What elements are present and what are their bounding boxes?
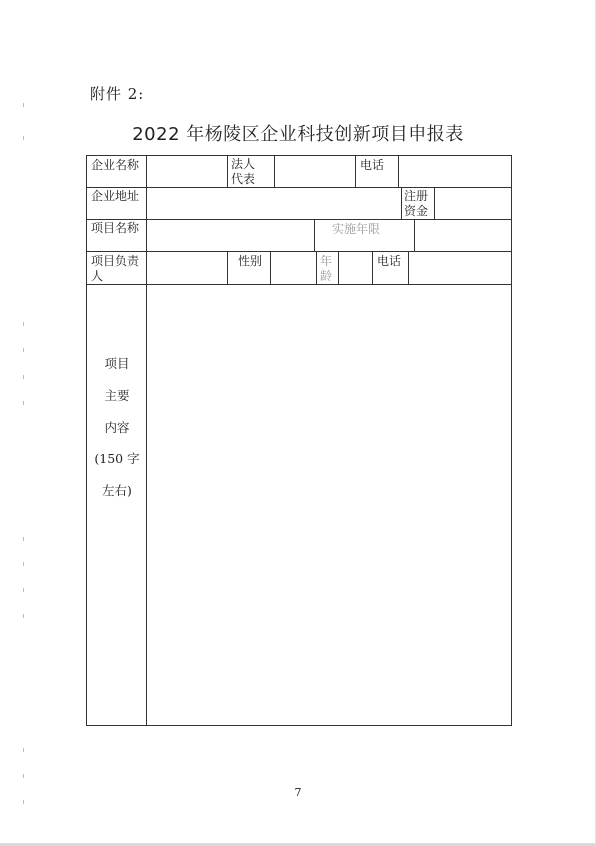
- scan-mark: [23, 401, 24, 405]
- scan-mark: [23, 537, 24, 541]
- column-divider: [314, 219, 315, 251]
- registered-capital-label-line2: 资金: [404, 204, 429, 218]
- application-form-table: [86, 155, 512, 726]
- content-label-line5: 左右): [102, 483, 132, 498]
- column-divider: [372, 251, 373, 284]
- column-divider: [355, 156, 356, 187]
- column-divider: [316, 251, 317, 284]
- company-name-label: 企业名称: [91, 158, 140, 172]
- scan-mark: [23, 348, 24, 352]
- scan-mark: [23, 774, 24, 778]
- scan-mark: [23, 614, 24, 618]
- column-divider: [270, 251, 271, 284]
- form-title: 2022 年杨陵区企业科技创新项目申报表: [132, 124, 464, 145]
- registered-capital-label-line1: 注册: [404, 189, 429, 203]
- row-divider: [87, 187, 511, 188]
- column-divider: [434, 187, 435, 219]
- scan-mark: [23, 800, 24, 804]
- column-divider: [146, 156, 147, 725]
- column-divider: [398, 156, 399, 187]
- project-leader-label-line1: 项目负责: [91, 254, 140, 268]
- column-divider: [274, 156, 275, 187]
- content-label-line1: 项目: [104, 356, 130, 371]
- company-address-label: 企业地址: [91, 189, 140, 203]
- scan-mark: [23, 375, 24, 379]
- column-divider: [227, 251, 228, 284]
- scan-mark: [23, 322, 24, 326]
- row-divider: [87, 251, 511, 252]
- content-label-line2: 主要: [104, 388, 130, 403]
- scan-mark: [23, 588, 24, 592]
- implementation-period-label: 实施年限: [332, 222, 381, 236]
- column-divider: [414, 219, 415, 251]
- scan-mark: [23, 103, 24, 107]
- scan-mark: [23, 562, 24, 566]
- project-name-label: 项目名称: [91, 221, 140, 235]
- legal-rep-label-line2: 代表: [231, 172, 256, 186]
- column-divider: [227, 156, 228, 187]
- row-divider: [87, 284, 511, 285]
- project-leader-label-line2: 人: [91, 269, 104, 283]
- phone-label: 电话: [360, 158, 385, 172]
- age-label-line1: 年: [320, 254, 333, 268]
- content-label-line4: (150 字: [94, 451, 140, 466]
- column-divider: [408, 251, 409, 284]
- column-divider: [338, 251, 339, 284]
- leader-phone-label: 电话: [377, 254, 402, 268]
- age-label-line2: 龄: [320, 269, 333, 283]
- gender-label: 性别: [238, 254, 263, 268]
- scan-mark: [23, 748, 24, 752]
- page-number: 7: [294, 786, 302, 799]
- row-divider: [87, 219, 511, 220]
- content-label-line3: 内容: [104, 420, 130, 435]
- attachment-label: 附件 2:: [90, 85, 145, 103]
- column-divider: [401, 187, 402, 219]
- legal-rep-label-line1: 法人: [231, 157, 256, 171]
